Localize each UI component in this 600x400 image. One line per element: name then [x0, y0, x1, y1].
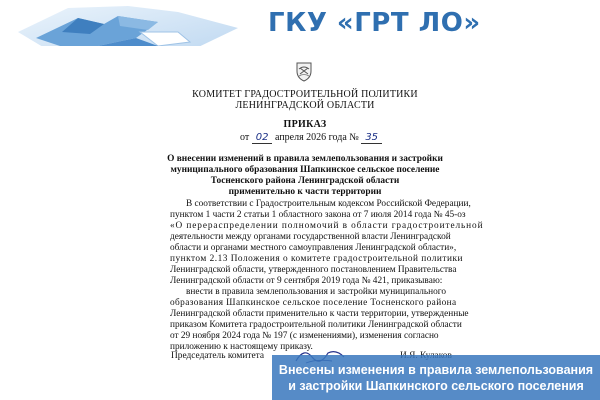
body-line: от 29 ноября 2024 года № 197 (с изменениями), изменения согласно [170, 331, 439, 341]
body-line: деятельности между органами государственной власти Ленинградской [170, 232, 451, 242]
committee-name-line1: КОМИТЕТ ГРАДОСТРОИТЕЛЬНОЙ ПОЛИТИКИ [192, 89, 418, 100]
subject-line: О внесении изменений в правила землепользования и застройки [167, 154, 443, 164]
body-line: приложению к настоящему приказу. [170, 342, 313, 352]
body-line: «О перераспределении полномочий в области градостроительной [170, 221, 484, 231]
body-line: образования Шапкинское сельское поселение Тосненского района [170, 298, 457, 308]
caption-line1: Внесены изменения в правила землепользования [278, 362, 594, 377]
news-caption-banner [272, 355, 600, 400]
subject-line: применительно к части территории [228, 187, 382, 197]
body-line: области и органами местного самоуправления Ленинградской области», [170, 243, 457, 253]
body-line: Ленинградской области применительно к части территории, утвержденные [170, 309, 469, 319]
date-prefix: от [240, 132, 250, 143]
subject-line: муниципального образования Шапкинское сельское поселение [170, 165, 440, 175]
order-number: 35 [361, 132, 382, 144]
order-title: ПРИКАЗ [283, 119, 327, 130]
date-middle: апреля 2026 года № [274, 132, 359, 143]
coat-of-arms-icon [293, 60, 315, 82]
committee-name-line2: ЛЕНИНГРАДСКОЙ ОБЛАСТИ [235, 100, 375, 111]
date-day: 02 [252, 132, 273, 144]
body-line: Ленинградской области, утвержденного постановлением Правительства [170, 265, 457, 275]
body-line: Ленинградской области от 9 сентября 2019 года № 421, приказываю: [170, 276, 443, 286]
order-date-line [240, 132, 400, 143]
signer-role: Председатель комитета [171, 351, 264, 361]
body-line: внести в правила землепользования и застройки муниципального [186, 287, 447, 297]
body-line: пунктом 2.13 Положения о комитете градостроительной политики [170, 254, 463, 264]
body-line: В соответствии с Градостроительным кодексом Российской Федерации, [186, 199, 471, 209]
caption-line2: и застройки Шапкинского сельского поселения [288, 378, 584, 393]
org-title: ГКУ «ГРТ ЛО» [268, 8, 481, 38]
body-line: пунктом 1 части 2 статьи 1 областного закона от 7 июля 2014 года № 45-оз [170, 210, 466, 220]
subject-line: Тосненского района Ленинградской области [210, 176, 400, 186]
body-line: приказом Комитета градостроительной политики Ленинградской области [170, 320, 462, 330]
